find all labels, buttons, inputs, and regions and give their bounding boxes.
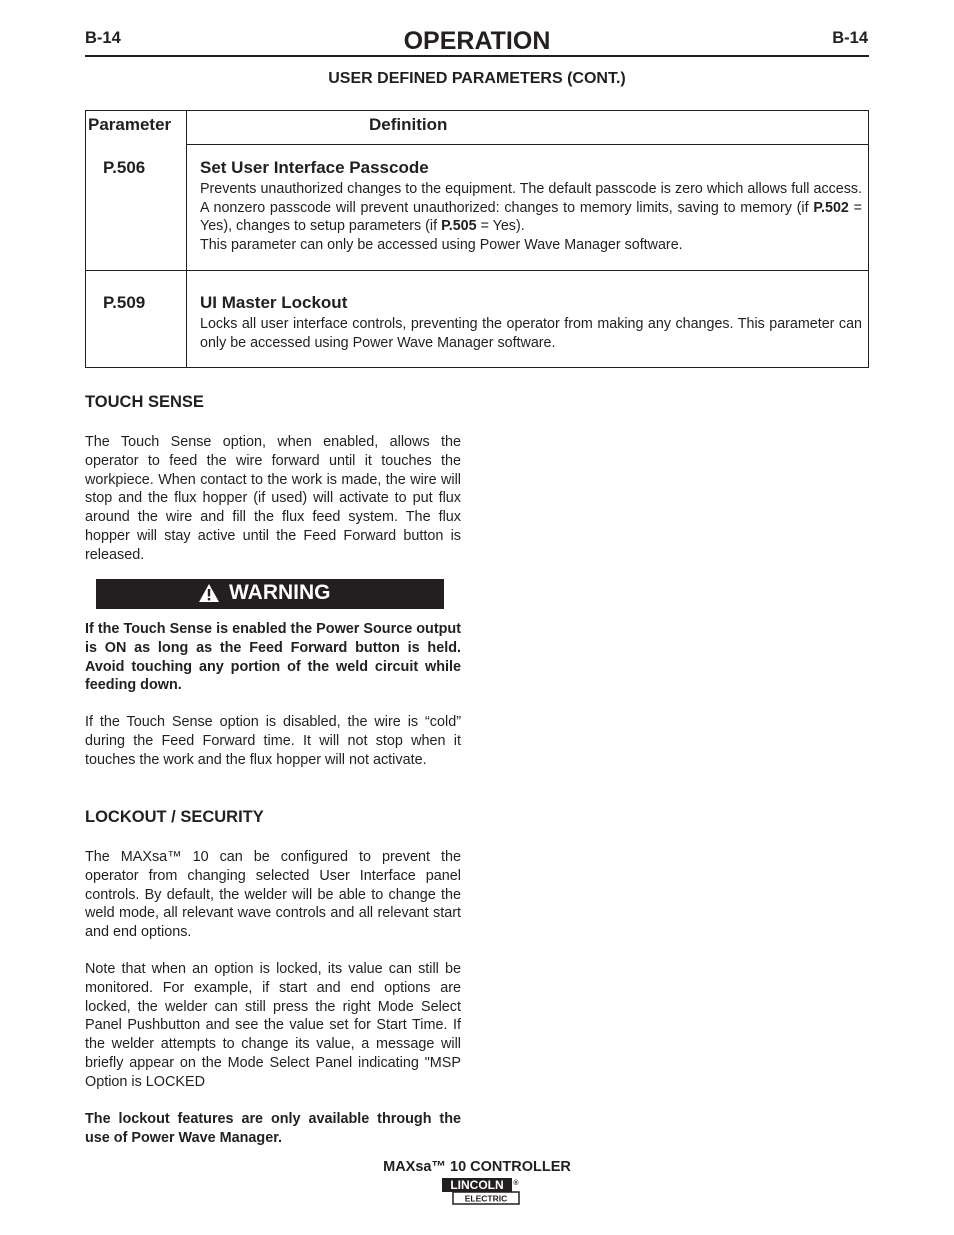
- lincoln-electric-logo: [441, 1177, 523, 1207]
- lockout-paragraph-3: The lockout features are only available through the use of Power Wave Manager.: [85, 1111, 461, 1146]
- column-header-parameter: Parameter: [88, 115, 172, 134]
- parameter-name: Set User Interface Passcode: [200, 158, 429, 177]
- table-header-divider: [186, 144, 868, 145]
- warning-banner: [96, 579, 444, 609]
- svg-text:LINCOLN: LINCOLN: [450, 1178, 504, 1193]
- parameter-description: Locks all user interface controls, preventing the operator from making any changes. This parameter can only be accessed using Power Wave Manager software.: [200, 316, 862, 351]
- svg-text:®: ®: [513, 1180, 519, 1187]
- lockout-paragraph-2: Note that when an option is locked, its value can still be monitored. For example, if start and end options are locked, the welder can still press the right Mode Select Panel Pushbutton and see the value set for Start Time. If the welder attempts to change its value, a message will briefly appear on the Mode Select Panel indicating "MSP Option is LOCKED: [85, 961, 461, 1090]
- svg-text:ELECTRIC: ELECTRIC: [464, 1193, 508, 1204]
- section-heading-lockout: LOCKOUT / SECURITY: [85, 808, 264, 826]
- warning-triangle-icon: [198, 583, 220, 603]
- parameter-table: [85, 110, 869, 368]
- column-header-definition: Definition: [369, 115, 448, 134]
- warning-label: WARNING: [229, 581, 331, 604]
- page-number-right: B-14: [832, 29, 868, 47]
- footer-product-name: MAXsa™ 10 CONTROLLER: [383, 1159, 571, 1175]
- page-number-left: B-14: [85, 29, 121, 47]
- touch-sense-disabled-paragraph: If the Touch Sense option is disabled, the wire is “cold” during the Feed Forward time. It will not stop when it touches the work and the flux hopper will not activate.: [85, 714, 461, 768]
- warning-text: If the Touch Sense is enabled the Power Source output is ON as long as the Feed Forward button is held. Avoid touching any portion of the weld circuit while feeding down.: [85, 621, 461, 694]
- parameter-id: P.509: [103, 293, 146, 312]
- parameter-name: UI Master Lockout: [200, 293, 348, 312]
- table-row-divider: [86, 270, 868, 271]
- section-subtitle: USER DEFINED PARAMETERS (CONT.): [328, 70, 626, 87]
- parameter-description: Prevents unauthorized changes to the equipment. The default passcode is zero which allows full access. A nonzero passcode will prevent unauthorized: changes to memory limits, saving to memory (if P.502 = Yes), changes to setup parameters (if P.505 = Yes). This parameter can only be accessed using Power Wave Manager software.: [200, 181, 862, 253]
- header-rule: [85, 55, 869, 57]
- lockout-paragraph-1: The MAXsa™ 10 can be configured to prevent the operator from changing selected User Interface panel controls. By default, the welder will be able to change the weld mode, all relevant wave controls and all relevant start and end options.: [85, 849, 461, 941]
- touch-sense-paragraph: The Touch Sense option, when enabled, allows the operator to feed the wire forward until it touches the workpiece. When contact to the work is made, the wire will stop and the flux hopper (if used) will activate to put flux around the wire and fill the flux feed system. The flux hopper will stay active until the Feed Forward button is released.: [85, 434, 461, 563]
- table-column-divider: [186, 111, 187, 367]
- parameter-id: P.506: [103, 158, 146, 177]
- section-heading-touch-sense: TOUCH SENSE: [85, 393, 204, 411]
- page-title: OPERATION: [403, 27, 551, 55]
